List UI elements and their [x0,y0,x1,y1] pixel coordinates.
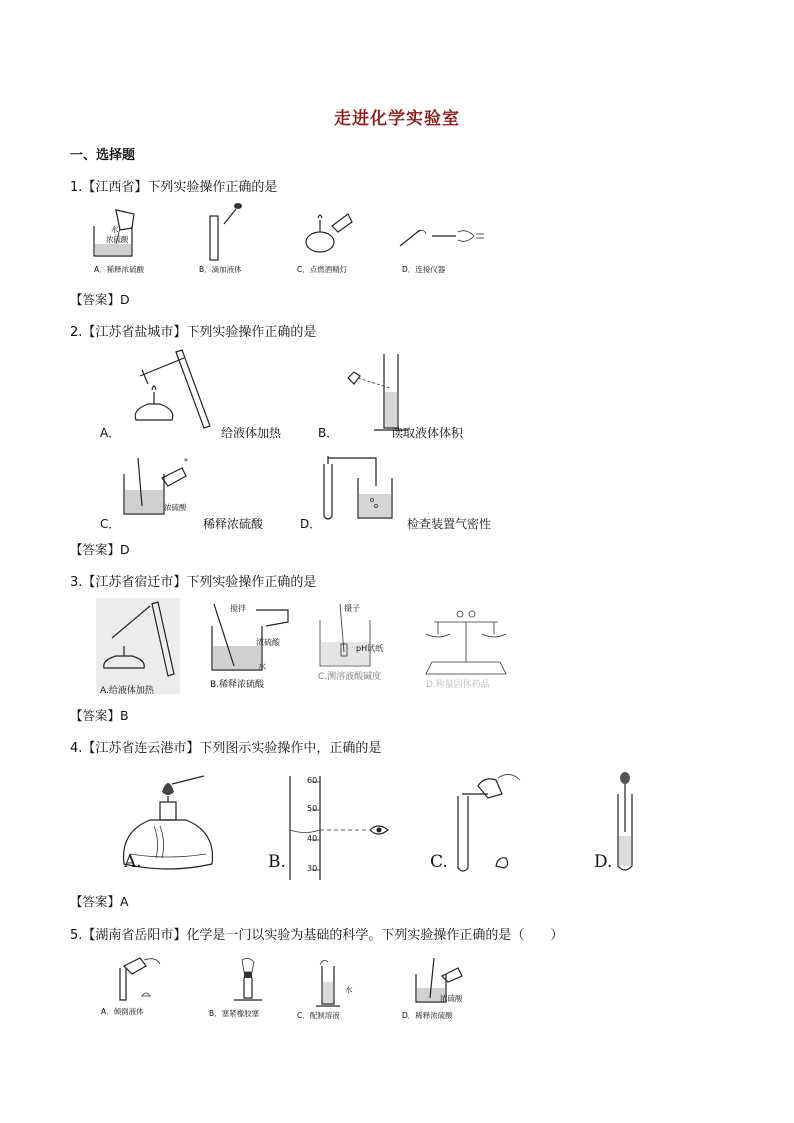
q5-fig-label-acid: 浓硫酸 [440,994,463,1003]
q5-figure-c [314,956,364,1008]
question-1-text: 1.【江西省】下列实验操作正确的是 [70,180,278,195]
q4-tick-30: 30 [307,864,318,873]
question-1-answer: 【答案】D [70,292,130,307]
q1-fig-label-water: 水 [111,225,119,234]
q5-caption-d: D．稀释浓硫酸 [402,1011,453,1020]
q4-tick-60: 60 [307,776,318,785]
question-2-text: 2.【江苏省盐城市】下列实验操作正确的是 [70,325,317,340]
q1-figure-d [396,222,486,252]
q3-caption-c: C.测溶液酸碱度 [318,672,382,682]
q2-option-c-label: 稀释浓硫酸 [203,517,264,531]
q3-caption-a: A.给液体加热 [100,686,154,696]
q2-option-d-letter: D． [300,517,322,531]
q2-figure-c [120,454,200,520]
svg-text:*: * [184,457,188,466]
q2-option-b-label: 读取液体体积 [391,426,464,440]
q1-figure-b [200,200,260,264]
question-4-text: 4.【江苏省连云港市】下列图示实验操作中，正确的是 [70,741,382,756]
q2-figure-b [340,346,420,436]
q4-figure-b [282,772,392,882]
q3-fig-label-tweezers: 镊子 [344,604,360,613]
question-3-answer: 【答案】B [70,708,129,723]
q4-letter-b: B. [268,852,286,872]
q4-figure-d [610,770,640,876]
q3-figure-b [204,598,300,682]
page-title: 走进化学实验室 [334,109,460,129]
q3-fig-label-stir: 搅拌 [230,604,246,613]
q1-fig-label-acid: 浓硫酸 [106,235,129,244]
q3-figure-d [420,604,512,680]
q3-figure-a [96,598,180,694]
q4-tick-40: 40 [307,834,318,843]
q4-figure-c [448,770,528,876]
q3-caption-d: D.称量固体药品 [426,680,490,690]
q5-figure-a [110,956,170,1006]
q4-letter-a: A. [124,852,142,872]
q2-option-b-letter: B． [318,426,339,440]
q3-caption-b: B.稀释浓硫酸 [210,680,265,690]
q3-fig-label-water: 水 [258,662,266,671]
q4-letter-c: C. [430,852,448,872]
q2-figure-d [316,456,400,526]
q1-caption-b: B．滴加液体 [199,265,242,274]
question-3-text: 3.【江苏省宿迁市】下列实验操作正确的是 [70,575,317,590]
question-4-answer: 【答案】A [70,894,129,909]
q2-option-d-label: 检查装置气密性 [407,517,492,531]
q4-letter-d: D. [594,852,613,872]
q2-fig-label-acid: 浓硫酸 [164,503,187,512]
q3-fig-label-ph: pH试纸 [356,644,384,653]
q1-caption-a: A．稀释浓硫酸 [94,265,145,274]
q1-figure-c [298,208,358,262]
q2-option-c-letter: C． [100,517,121,531]
question-2-answer: 【答案】D [70,542,130,557]
q1-caption-c: C．点燃酒精灯 [297,265,348,274]
q5-fig-label-water: 水 [345,985,353,994]
q1-caption-d: D．连接仪器 [402,265,446,274]
q2-figure-a [126,346,216,438]
q5-figure-b [228,958,278,1006]
q2-option-a-label: 给液体加热 [221,426,282,440]
section-heading: 一、选择题 [70,148,136,163]
q5-caption-a: A．倾倒液体 [101,1007,144,1016]
q1-figure-a [86,204,186,264]
q4-tick-50: 50 [307,804,318,813]
q5-caption-c: C．配制溶液 [297,1011,340,1020]
q3-fig-label-acid: 浓硫酸 [256,638,280,647]
q5-caption-b: B．塞紧橡胶塞 [209,1009,260,1018]
question-5-text: 5.【湖南省岳阳市】化学是一门以实验为基础的科学。下列实验操作正确的是（ ） [70,928,564,943]
q2-option-a-letter: A． [100,426,121,440]
